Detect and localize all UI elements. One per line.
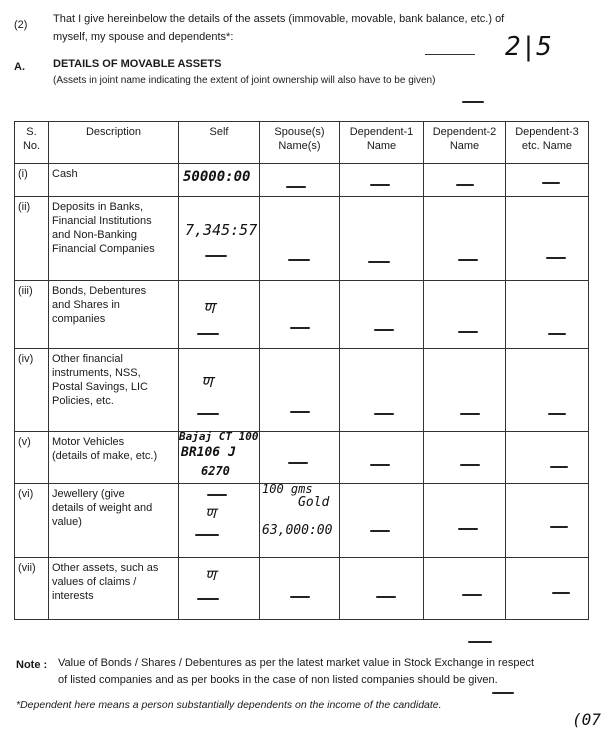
intro-line-2: myself, my spouse and dependents*: — [53, 31, 234, 43]
note-line-1: Value of Bonds / Shares / Debentures as per the latest market value in Stock Exchange in respect — [58, 657, 535, 669]
row-dependent-3 — [506, 164, 589, 197]
header-sno: S. No. — [15, 122, 49, 164]
note-label: Note : — [16, 659, 48, 671]
row-dependent-3 — [506, 484, 589, 558]
header-dependent-1: Dependent-1 Name — [340, 122, 424, 164]
row-dependent-1 — [340, 349, 424, 432]
signature-blank-line — [425, 54, 475, 55]
table-row — [15, 349, 589, 432]
header-description: Description — [49, 122, 179, 164]
row-dependent-2 — [424, 349, 506, 432]
row-dependent-3 — [506, 281, 589, 349]
row-dependent-2 — [424, 432, 506, 484]
row-description: Cash — [49, 164, 179, 197]
row-sno: (vii) — [15, 558, 49, 620]
row-sno: (iii) — [15, 281, 49, 349]
row-description: Other financial instruments, NSS, Postal Savings, LIC Policies, etc. — [49, 349, 179, 432]
row-sno: (iv) — [15, 349, 49, 432]
row-self-value: ण — [179, 349, 260, 432]
table-row — [15, 558, 589, 620]
row-dependent-3 — [506, 558, 589, 620]
handwritten-dash — [462, 101, 484, 103]
row-self-value: ण — [179, 281, 260, 349]
row-spouse-value — [260, 164, 340, 197]
row-dependent-1 — [340, 281, 424, 349]
table-header-row — [15, 122, 589, 164]
row-self-value: 7,345:57 — [179, 197, 260, 281]
row-description: Jewellery (give details of weight and value) — [49, 484, 179, 558]
table-row — [15, 484, 589, 558]
handwritten-dash — [492, 692, 514, 694]
table-row — [15, 432, 589, 484]
movable-assets-table — [14, 121, 589, 620]
row-self-value: 50000:00 — [179, 164, 260, 197]
row-dependent-1 — [340, 558, 424, 620]
row-dependent-3 — [506, 349, 589, 432]
footnote: *Dependent here means a person substantially dependents on the income of the candidate. — [16, 699, 442, 711]
row-self-value: ण — [179, 484, 260, 558]
row-description: Motor Vehicles (details of make, etc.) — [49, 432, 179, 484]
header-dependent-2: Dependent-2 Name — [424, 122, 506, 164]
handwritten-dash — [468, 641, 492, 643]
row-description: Other assets, such as values of claims / interests — [49, 558, 179, 620]
row-dependent-1 — [340, 164, 424, 197]
row-sno: (v) — [15, 432, 49, 484]
header-dependent-3: Dependent-3 etc. Name — [506, 122, 589, 164]
row-dependent-1 — [340, 484, 424, 558]
intro-line-1: That I give hereinbelow the details of the assets (immovable, movable, bank balance, etc.) of — [53, 13, 505, 25]
row-description: Deposits in Banks, Financial Institutions and Non-Banking Financial Companies — [49, 197, 179, 281]
table-row — [15, 197, 589, 281]
row-dependent-2 — [424, 281, 506, 349]
row-self-value: Bajaj CT 100 BR106 J 6270 — [179, 432, 260, 484]
row-spouse-value: 100 gms Gold 63,000:00 — [260, 484, 340, 558]
section-letter: A. — [14, 61, 25, 73]
corner-handwritten-mark: (07 — [572, 710, 601, 729]
section-title: DETAILS OF MOVABLE ASSETS — [53, 58, 222, 70]
row-dependent-2 — [424, 197, 506, 281]
row-spouse-value — [260, 349, 340, 432]
row-dependent-3 — [506, 197, 589, 281]
row-dependent-2 — [424, 484, 506, 558]
row-spouse-value — [260, 432, 340, 484]
row-spouse-value — [260, 281, 340, 349]
header-spouse: Spouse(s) Name(s) — [260, 122, 340, 164]
row-dependent-1 — [340, 197, 424, 281]
table-row — [15, 164, 589, 197]
row-dependent-2 — [424, 558, 506, 620]
section-subtitle: (Assets in joint name indicating the extent of joint ownership will also have to be given) — [53, 75, 436, 86]
row-spouse-value — [260, 197, 340, 281]
row-dependent-2 — [424, 164, 506, 197]
row-sno: (i) — [15, 164, 49, 197]
row-dependent-3 — [506, 432, 589, 484]
row-description: Bonds, Debentures and Shares in companies — [49, 281, 179, 349]
row-spouse-value — [260, 558, 340, 620]
page-mark-handwritten: 2|5 — [505, 32, 552, 62]
paragraph-number: (2) — [14, 19, 28, 31]
note-line-2: of listed companies and as per books in the case of non listed companies should be given. — [58, 674, 498, 686]
row-self-value: ण — [179, 558, 260, 620]
header-self: Self — [179, 122, 260, 164]
row-sno: (ii) — [15, 197, 49, 281]
row-sno: (vi) — [15, 484, 49, 558]
row-dependent-1 — [340, 432, 424, 484]
table-row — [15, 281, 589, 349]
